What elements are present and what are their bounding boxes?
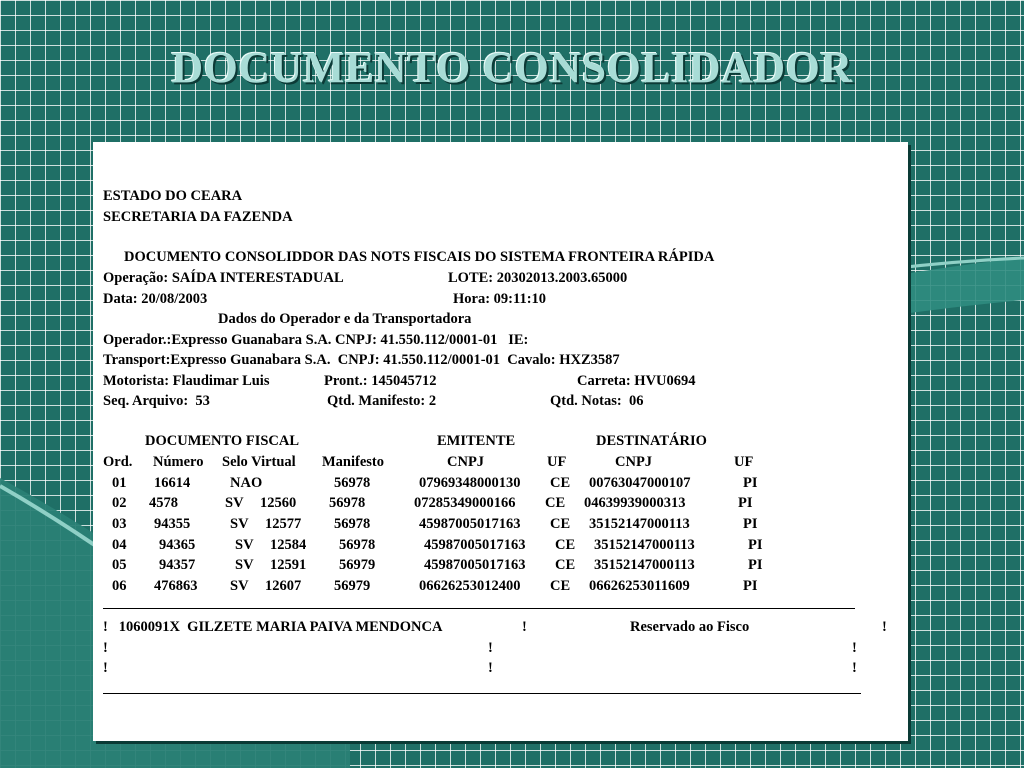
header-state: ESTADO DO CEARA	[103, 188, 243, 204]
divider-bottom	[103, 693, 861, 694]
table-cell: 12577	[265, 516, 302, 532]
table-cell: 04639939000313	[584, 495, 686, 511]
table-cell: PI	[743, 516, 758, 532]
footer-separator: !	[488, 660, 493, 676]
column-header: Manifesto	[322, 454, 385, 470]
table-cell: 35152147000113	[594, 537, 695, 553]
column-header: Número	[153, 454, 204, 470]
table-cell: 56978	[334, 475, 371, 491]
table-cell: CE	[555, 557, 576, 573]
table-cell: NAO	[230, 475, 263, 491]
page-title: DOCUMENTO CONSOLIDADOR	[171, 43, 853, 92]
table-cell: 12607	[265, 578, 302, 594]
table-cell: CE	[550, 578, 571, 594]
section-heading-operator: Dados do Operador e da Transportadora	[218, 311, 472, 327]
table-cell: 56978	[334, 516, 371, 532]
table-cell: 12584	[270, 537, 307, 553]
group-header: EMITENTE	[437, 433, 516, 449]
group-header: DOCUMENTO FISCAL	[145, 433, 300, 449]
table-cell: 03	[112, 516, 127, 532]
table-cell: CE	[550, 475, 571, 491]
table-cell: 12591	[270, 557, 307, 573]
table-cell: PI	[743, 475, 758, 491]
trailer-field: Carreta: HVU0694	[577, 373, 696, 389]
table-cell: 02	[112, 495, 127, 511]
date-field: Data: 20/08/2003	[103, 291, 208, 307]
driver-field: Motorista: Flaudimar Luis	[103, 373, 270, 389]
manifest-qty-field: Qtd. Manifesto: 2	[327, 393, 437, 409]
table-cell: SV	[230, 578, 249, 594]
divider-top	[103, 608, 855, 609]
pront-field: Pront.: 145045712	[324, 373, 437, 389]
table-cell: 56978	[339, 537, 376, 553]
table-cell: 06	[112, 578, 127, 594]
table-cell: PI	[743, 578, 758, 594]
table-cell: 94365	[159, 537, 196, 553]
table-cell: SV	[235, 557, 254, 573]
footer-separator: !	[103, 660, 108, 676]
table-cell: CE	[555, 537, 576, 553]
footer-separator: !	[103, 640, 108, 656]
table-cell: 06626253011609	[589, 578, 690, 594]
footer-separator: !	[852, 640, 857, 656]
table-cell: 00763047000107	[589, 475, 691, 491]
table-cell: PI	[748, 537, 763, 553]
table-cell: 56978	[329, 495, 366, 511]
document-sheet	[93, 142, 908, 741]
operator-field: Operador.:Expresso Guanabara S.A. CNPJ: 41.550.112/0001-01 IE:	[103, 332, 529, 348]
column-header: UF	[734, 454, 754, 470]
table-cell: SV	[225, 495, 244, 511]
column-header: CNPJ	[447, 454, 485, 470]
table-cell: 476863	[154, 578, 198, 594]
operation-field: Operação: SAÍDA INTERESTADUAL	[103, 270, 344, 286]
table-cell: 45987005017163	[424, 557, 526, 573]
column-header: CNPJ	[615, 454, 653, 470]
table-cell: 45987005017163	[419, 516, 521, 532]
footer-signer: ! 1060091X GILZETE MARIA PAIVA MENDONCA	[103, 619, 443, 635]
table-cell: 35152147000113	[589, 516, 690, 532]
carrier-field: Transport:Expresso Guanabara S.A. CNPJ: 41.550.112/0001-01 Cavalo: HXZ3587	[103, 352, 620, 368]
table-cell: 56979	[334, 578, 371, 594]
table-cell: 45987005017163	[424, 537, 526, 553]
table-cell: 04	[112, 537, 127, 553]
document-heading: DOCUMENTO CONSOLIDDOR DAS NOTS FISCAIS DO SISTEMA FRONTEIRA RÁPIDA	[124, 249, 715, 265]
table-cell: 01	[112, 475, 127, 491]
header-secretariat: SECRETARIA DA FAZENDA	[103, 209, 293, 225]
table-cell: 07969348000130	[419, 475, 521, 491]
table-cell: 35152147000113	[594, 557, 695, 573]
table-cell: SV	[235, 537, 254, 553]
table-cell: CE	[550, 516, 571, 532]
table-cell: SV	[230, 516, 249, 532]
column-header: Selo Virtual	[222, 454, 296, 470]
table-cell: PI	[738, 495, 753, 511]
table-cell: 06626253012400	[419, 578, 521, 594]
group-header: DESTINATÁRIO	[596, 433, 707, 449]
table-cell: 07285349000166	[414, 495, 516, 511]
footer-separator: !	[852, 660, 857, 676]
table-cell: 12560	[260, 495, 297, 511]
column-header: Ord.	[103, 454, 133, 470]
table-cell: 94357	[159, 557, 196, 573]
footer-separator: !	[488, 640, 493, 656]
notes-qty-field: Qtd. Notas: 06	[550, 393, 644, 409]
time-field: Hora: 09:11:10	[453, 291, 547, 307]
footer-separator: !	[882, 619, 887, 635]
file-seq-field: Seq. Arquivo: 53	[103, 393, 210, 409]
table-cell: 94355	[154, 516, 191, 532]
reserved-fisco-label: Reservado ao Fisco	[630, 619, 750, 635]
lot-field: LOTE: 20302013.2003.65000	[448, 270, 628, 286]
table-cell: CE	[545, 495, 566, 511]
table-cell: 4578	[149, 495, 178, 511]
table-cell: 56979	[339, 557, 376, 573]
footer-separator: !	[522, 619, 527, 635]
table-cell: 05	[112, 557, 127, 573]
table-cell: PI	[748, 557, 763, 573]
table-cell: 16614	[154, 475, 191, 491]
column-header: UF	[547, 454, 567, 470]
